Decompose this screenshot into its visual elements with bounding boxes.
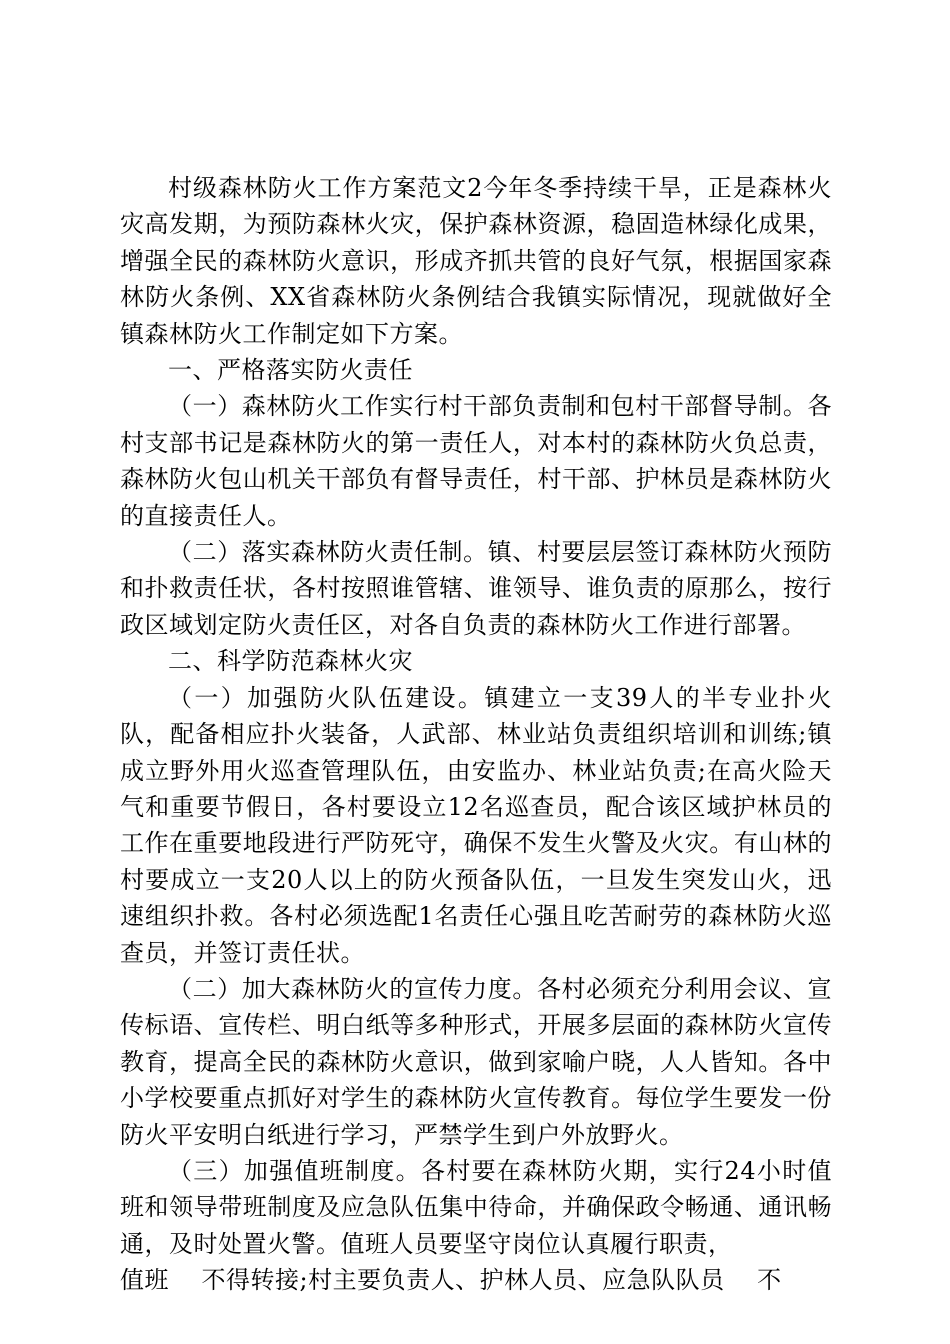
section2-item-2: （二）加大森林防火的宣传力度。各村必须充分利用会议、宣传标语、宣传栏、明白纸等多种形式，开展多层面的森林防火宣传教育，提高全民的森林防火意识，做到家喻户晓，人人皆知。各中小学校要重点抓好对学生的森林防火宣传教育。每位学生要发一份防火平安明白纸进行学习，严禁学生到户外放野火。 [120,974,832,1149]
section2-item-1: （一）加强防火队伍建设。镇建立一支39人的半专业扑火队，配备相应扑火装备，人武部、林业站负责组织培训和训练;镇成立野外用火巡查管理队伍，由安监办、林业站负责;在高火险天气和重要节假日，各村要设立12名巡查员，配合该区域护林员的工作在重要地段进行严防死守，确保不发生火警及火灾。有山林的村要成立一支20人以上的防火预备队伍，一旦发生突发山火，迅速组织扑救。各村必须选配1名责任心强且吃苦耐劳的森林防火巡查员，并签订责任状。 [120,683,832,967]
section1-item-2: （二）落实森林防火责任制。镇、村要层层签订森林防火预防和扑救责任状，各村按照谁管辖、谁领导、谁负责的原那么，按行政区域划定防火责任区，对各自负责的森林防火工作进行部署。 [120,538,832,639]
section-heading-1: 一、严格落实防火责任 [168,356,413,385]
document-body [120,170,832,1299]
intro-paragraph: 村级森林防火工作方案范文2今年冬季持续干旱，正是森林火灾高发期，为预防森林火灾，保护森林资源，稳固造林绿化成果，增强全民的森林防火意识，形成齐抓共管的良好气氛，根据国家森林防火条例、XX省森林防火条例结合我镇实际情况，现就做好全镇森林防火工作制定如下方案。 [120,174,832,348]
section2-item-3: （三）加强值班制度。各村要在森林防火期，实行24小时值班和领导带班制度及应急队伍集中待命，并确保政令畅通、通讯畅通，及时处置火警。值班人员要坚守岗位认真履行职责， [120,1156,832,1258]
section2-item-3-continued: 值班 不得转接;村主要负责人、护林人员、应急队队员 不 [120,1266,782,1295]
section-heading-2: 二、科学防范森林火灾 [168,647,413,676]
section1-item-1: （一）森林防火工作实行村干部负责制和包村干部督导制。各村支部书记是森林防火的第一责任人，对本村的森林防火负总责，森林防火包山机关干部负有督导责任，村干部、护林员是森林防火的直接责任人。 [120,392,832,530]
